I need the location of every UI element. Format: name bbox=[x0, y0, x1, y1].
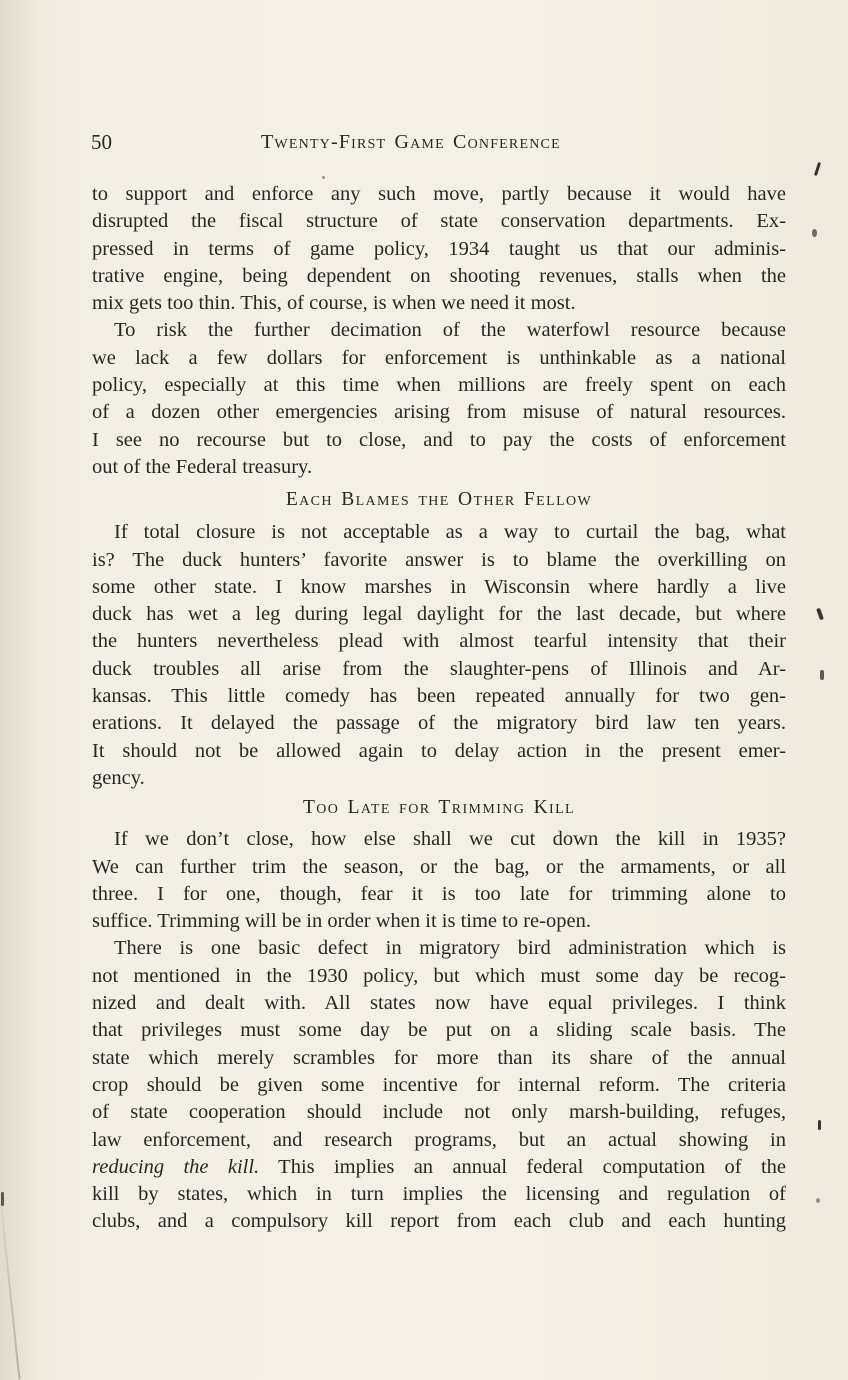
text-line: of a dozen other emergencies arising from misuse of natural resources. bbox=[92, 401, 786, 424]
text-line: is? The duck hunters’ favorite answer is to blame the overkilling on bbox=[92, 548, 786, 571]
margin-speck bbox=[322, 176, 325, 179]
running-title: Twenty-First Game Conference bbox=[261, 131, 561, 153]
text-line: state which merely scrambles for more than its share of the annual bbox=[92, 1046, 786, 1069]
text-line: the hunters nevertheless plead with almost tearful intensity that their bbox=[92, 630, 786, 653]
text-line: If total closure is not acceptable as a way to curtail the bag, what bbox=[114, 521, 786, 544]
text-line: mix gets too thin. This, of course, is when we need it most. bbox=[92, 292, 576, 315]
text-line: We can further trim the season, or the bag, or the armaments, or all bbox=[92, 855, 786, 878]
text-line: trative engine, being dependent on shooting revenues, stalls when the bbox=[92, 264, 786, 287]
text-line: policy, especially at this time when millions are freely spent on each bbox=[92, 374, 786, 397]
running-header bbox=[91, 130, 791, 158]
text-line: To risk the further decimation of the waterfowl resource because bbox=[114, 319, 786, 342]
text-line: of state cooperation should include not only marsh-building, refuges, bbox=[92, 1101, 786, 1124]
text-line: suffice. Trimming will be in order when it is time to re-open. bbox=[92, 910, 591, 933]
text-line: to support and enforce any such move, partly because it would have bbox=[92, 183, 786, 205]
text-line: There is one basic defect in migratory bird administration which is bbox=[114, 937, 786, 960]
margin-speck bbox=[816, 608, 824, 621]
margin-speck bbox=[818, 1120, 821, 1130]
text-line: I see no recourse but to close, and to pay the costs of enforcement bbox=[92, 428, 786, 451]
text-line: erations. It delayed the passage of the migratory bird law ten years. bbox=[92, 712, 786, 735]
body-text bbox=[92, 181, 786, 1236]
text-line: some other state. I know marshes in Wisconsin where hardly a live bbox=[92, 575, 786, 598]
text-line: nized and dealt with. All states now have equal privileges. I think bbox=[92, 992, 786, 1015]
section-heading: Too Late for Trimming Kill bbox=[302, 797, 576, 819]
margin-speck bbox=[1, 1192, 4, 1206]
text-line-with-italic bbox=[92, 1154, 786, 1181]
text-line: duck troubles all arise from the slaughter-pens of Illinois and Ar- bbox=[92, 657, 786, 680]
text-line: disrupted the fiscal structure of state conservation departments. Ex- bbox=[92, 210, 786, 233]
text-line: not mentioned in the 1930 policy, but which must some day be recog- bbox=[92, 964, 786, 987]
text-line: clubs, and a compulsory kill report from each club and each hunting bbox=[92, 1210, 786, 1233]
text-line: kansas. This little comedy has been repeated annually for two gen- bbox=[92, 685, 786, 708]
text-line: we lack a few dollars for enforcement is unthinkable as a national bbox=[92, 346, 786, 369]
text-line: that privileges must some day be put on a sliding scale basis. The bbox=[92, 1019, 786, 1042]
page-gutter-shadow bbox=[0, 0, 40, 1380]
section-heading: Each Blames the Other Fellow bbox=[285, 489, 593, 511]
text-line: out of the Federal treasury. bbox=[92, 455, 313, 478]
margin-speck bbox=[816, 1198, 820, 1203]
text-fragment: This implies an annual federal computation of the bbox=[259, 1155, 786, 1178]
text-line: pressed in terms of game policy, 1934 taught us that our adminis- bbox=[92, 237, 786, 260]
italic-phrase: reducing the kill. bbox=[92, 1155, 260, 1178]
margin-speck bbox=[814, 162, 821, 176]
margin-speck bbox=[820, 670, 824, 680]
text-line: If we don’t close, how else shall we cut down the kill in 1935? bbox=[114, 828, 786, 851]
margin-speck bbox=[812, 229, 817, 237]
text-line: duck has wet a leg during legal daylight for the last decade, but where bbox=[92, 603, 786, 626]
text-line: gency. bbox=[92, 766, 145, 789]
text-line: It should not be allowed again to delay action in the present emer- bbox=[92, 739, 786, 762]
text-line: three. I for one, though, fear it is too late for trimming alone to bbox=[92, 882, 786, 905]
text-line: kill by states, which in turn implies the licensing and regulation of bbox=[92, 1183, 786, 1206]
text-line: law enforcement, and research programs, but an actual showing in bbox=[92, 1128, 786, 1151]
page-number: 50 bbox=[91, 130, 112, 154]
text-line: crop should be given some incentive for internal reform. The criteria bbox=[92, 1073, 786, 1096]
